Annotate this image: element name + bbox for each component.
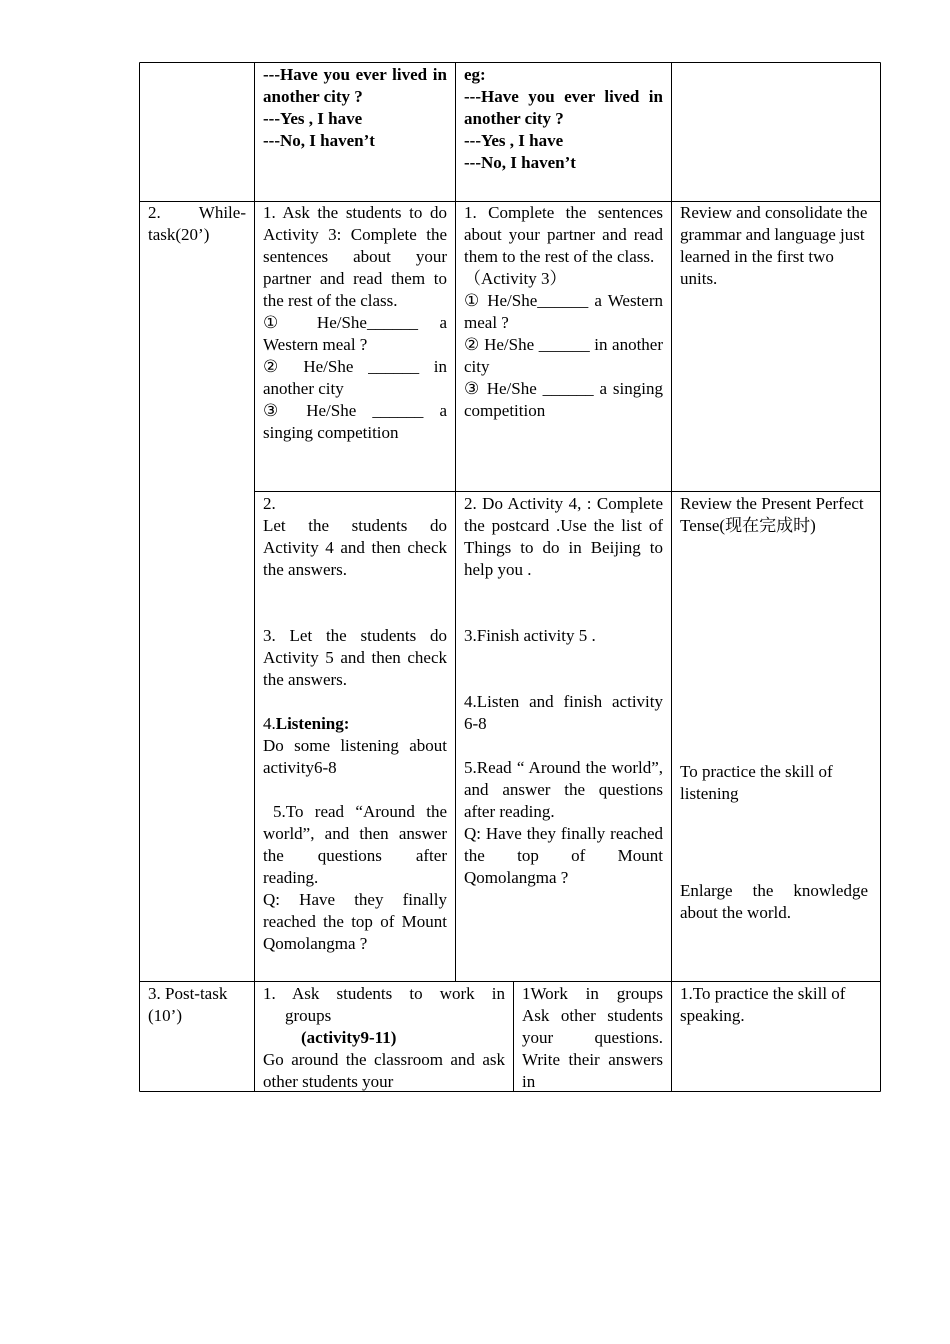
- step-4-task: 4.Listen and finish activity 6-8: [464, 692, 663, 733]
- row4-student-cell: 1Work in groups Ask other students your questions. Write their answers in: [522, 984, 663, 1091]
- stage-post-task: 3. Post-task (10’): [148, 984, 228, 1025]
- stage-while-task: 2. While-task(20’): [148, 203, 246, 244]
- activity3-instruction: 1. Ask the students to do Activity 3: Complete the sentences about your partner and read them to the rest of the class.: [263, 203, 447, 310]
- step-2-number: 2.: [263, 494, 276, 513]
- step-2-text: Let the students do Activity 4 and then check the answers.: [263, 516, 447, 579]
- aim-present-perfect: Review the Present Perfect Tense(现在完成时): [680, 494, 864, 535]
- aim-knowledge: Enlarge the knowledge about the world.: [680, 881, 868, 922]
- post-groups: groups: [285, 1006, 332, 1025]
- row2-aim-cell: Review and consolidate the grammar and language just learned in the first two units.: [680, 203, 868, 288]
- sentence-2: ② He/She ______ in another city: [464, 335, 663, 376]
- sentence-2: ② He/She ______ in another city: [263, 357, 447, 398]
- listening-heading: Listening:: [275, 714, 350, 733]
- aim-speaking: 1.To practice the skill of speaking.: [680, 984, 846, 1025]
- dialog-question: ---Have you ever lived in another city ?: [263, 65, 447, 106]
- dialog-no: ---No, I haven’t: [464, 153, 576, 172]
- row1-student-cell: [464, 64, 663, 174]
- activity3-label: （Activity 3）: [464, 269, 567, 288]
- row1-teacher-cell: [263, 64, 447, 152]
- row3-teacher-cell: [263, 493, 447, 955]
- post-step-1: 1. Ask students to work in: [263, 984, 505, 1003]
- question-text: Q: Have they finally reached the top of Mount Qomolangma ?: [263, 890, 447, 953]
- aim-listening: To practice the skill of listening: [680, 762, 833, 803]
- dialog-yes: ---Yes , I have: [464, 131, 564, 150]
- sentence-3: ③ He/She ______ a singing competition: [263, 401, 447, 442]
- dialog-question: ---Have you ever lived in another city ?: [464, 87, 663, 128]
- step-4-text: Do some listening about activity6-8: [263, 736, 447, 777]
- dialog-yes: ---Yes , I have: [263, 109, 363, 128]
- post-activity-range: (activity9-11): [301, 1028, 397, 1047]
- sentence-3: ③ He/She ______ a singing competition: [464, 379, 663, 420]
- step-4-number: 4.: [263, 714, 276, 733]
- post-instruction: Go around the classroom and ask other students your: [263, 1050, 505, 1091]
- sentence-1: ① He/She______ a Western meal ?: [464, 291, 663, 332]
- dialog-no: ---No, I haven’t: [263, 131, 375, 150]
- step-5-text: 5.To read “Around the world”, and then answer the questions after reading.: [263, 802, 447, 887]
- step-5-task: 5.Read “ Around the world”, and answer the questions after reading.: [464, 758, 663, 821]
- step-3-task: 3.Finish activity 5 .: [464, 626, 596, 645]
- question-text: Q: Have they finally reached the top of Mount Qomolangma ?: [464, 824, 663, 887]
- example-label: eg:: [464, 65, 486, 84]
- step-2-task: 2. Do Activity 4, : Complete the postcard .Use the list of Things to do in Beijing to help you .: [464, 494, 663, 579]
- row2-student-cell: [464, 202, 663, 422]
- row2-teacher-cell: [263, 202, 447, 444]
- step-3-text: 3. Let the students do Activity 5 and then check the answers.: [263, 626, 447, 689]
- sentence-1: ① He/She______ a Western meal ?: [263, 313, 447, 354]
- row3-student-cell: [464, 493, 663, 889]
- activity3-task: 1. Complete the sentences about your partner and read them to the rest of the class.: [464, 203, 663, 266]
- row4-teacher-cell: [263, 983, 505, 1093]
